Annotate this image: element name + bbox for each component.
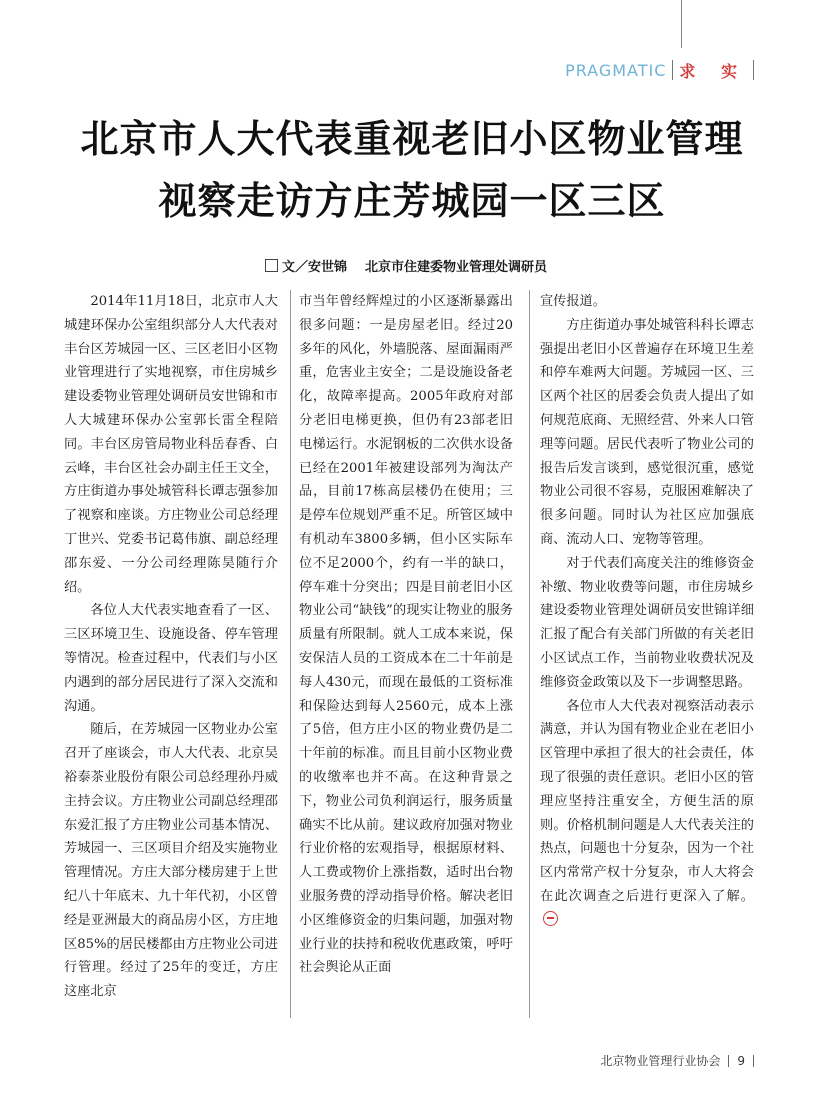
footer-org: 北京物业管理行业协会: [600, 1054, 721, 1068]
paragraph: 各位人大代表实地查看了一区、三区环境卫生、设施设备、停车管理等情况。检查过程中，代表们与小区内遇到的部分居民进行了深入交流和沟通。: [64, 603, 278, 714]
section-divider: [672, 60, 673, 80]
text-column-2: [299, 290, 513, 980]
footer-divider: [728, 1055, 729, 1067]
byline-author: 文／安世锦: [282, 260, 348, 275]
paragraph: 2014年11月18日，北京市人大城建环保办公室组织部分人大代表对丰台区芳城园一区、三区老旧小区物业管理进行了实地视察，市住房城乡建设委物业管理处调研员安世锦和市人大城建环保办公室郭长雷全程陪同。丰台区房管局物业科岳春香、白云峰，丰台区社会办副主任王文全，方庄街道办事处城管科长谭志强参加了视察和座谈。方庄物业公司总经理丁世兴、党委书记葛伟旗、副总经理邵东爱、一分公司经理陈昊随行介绍。: [64, 294, 278, 595]
paragraph: 随后，在芳城园一区物业办公室召开了座谈会，市人大代表、北京吴裕泰茶业股份有限公司总经理孙丹威主持会议。方庄物业公司副总经理邵东爱汇报了方庄物业公司基本情况、芳城园一、三区项目介绍及实施物业管理情况。方庄大部分楼房建于上世纪八十年底末、九十年代初，小区曾经是亚洲最大的商品房小区，方庄地区85%的居民楼都由方庄物业公司进行管理。经过了25年的变迁，方庄这座北京: [64, 722, 278, 1000]
paragraph-text: 各位市人大代表对视察活动表示满意，并认为国有物业企业在老旧小区管理中承担了很大的社会责任，体现了很强的责任意识。老旧小区的管理应坚持注重安全，方便生活的原则。价格机制问题是人大代表关注的热点，问题也十分复杂，因为一个社区内常常产权十分复杂，市人大将会在此次调查之后进行更深入了解。: [540, 698, 754, 904]
section-label-en: PRAGMATIC: [565, 60, 667, 80]
paragraph: 对于代表们高度关注的维修资金补缴、物业收费等问题，市住房城乡建设委物业管理处调研员安世锦详细汇报了配合有关部门所做的有关老旧小区试点工作，当前物业收费状况及维修资金政策以及下一步调整思路。: [540, 555, 754, 690]
end-mark-icon: [543, 911, 558, 926]
title-line-2: 视察走访方庄芳城园一区三区: [158, 179, 666, 223]
text-column-3: [540, 290, 754, 933]
byline: [265, 256, 547, 275]
column-divider: [529, 290, 530, 1018]
top-rule: [681, 0, 682, 48]
paragraph: 方庄街道办事处城管科科长谭志强提出老旧小区普遍存在环境卫生差和停车难两大问题。芳城园一区、三区两个社区的居委会负责人提出了如何规范底商、无照经营、外来人口管理等问题。居民代表听了物业公司的报告后发言谈到，感觉很沉重，感觉物业公司很不容易，克服困难解决了很多问题。同时认为社区应加强底商、流动人口、宠物等管理。: [540, 317, 754, 547]
page-number: 9: [737, 1053, 745, 1068]
paragraph: 宣传报道。: [540, 294, 606, 309]
byline-square-icon: [265, 259, 278, 272]
title-line-1: 北京市人大代表重视老旧小区物业管理: [80, 117, 744, 161]
section-divider: [753, 60, 754, 80]
page-footer: [600, 1052, 754, 1069]
column-divider: [290, 290, 291, 1018]
section-label-cn: 求 实: [679, 61, 747, 81]
article-title: [40, 108, 784, 232]
paragraph-last: [540, 695, 754, 933]
text-column-1: [64, 290, 278, 1004]
paragraph: 市当年曾经辉煌过的小区逐渐暴露出很多问题：一是房屋老旧。经过20多年的风化，外墙脱落、屋面漏雨严重，危害业主安全；二是设施设备老化，故障率提高。2005年政府对部分老旧电梯更换，但仍有23部老旧电梯运行。水泥钢板的二次供水设备已经在2001年被建设部列为淘汰产品，目前17栋高层楼仍在使用；三是停车位规划严重不足。所管区域中有机动车3800多辆，但小区实际车位不足2000个，约有一半的缺口，停车难十分突出；四是目前老旧小区物业公司“缺钱”的现实让物业的服务质量有所限制。就人工成本来说，保安保洁人员的工资成本在二十年前是每人430元，而现在最低的工资标准和保险达到每人2560元，成本上涨了5倍，但方庄小区的物业费仍是二十年前的标准。而且目前小区物业费的收缴率也并不高。在这种背景之下，物业公司负利润运行，服务质量确实不比从前。建议政府加强对物业行业价格的宏观指导，根据原材料、人工费或物价上涨指数，适时出台物业服务费的浮动指导价格。解决老旧小区维修资金的归集问题，加强对物业行业的扶持和税收优惠政策，呼吁社会舆论从正面: [299, 294, 513, 976]
footer-divider: [753, 1055, 754, 1067]
section-tag: [565, 57, 754, 83]
byline-affiliation: 北京市住建委物业管理处调研员: [365, 260, 548, 275]
